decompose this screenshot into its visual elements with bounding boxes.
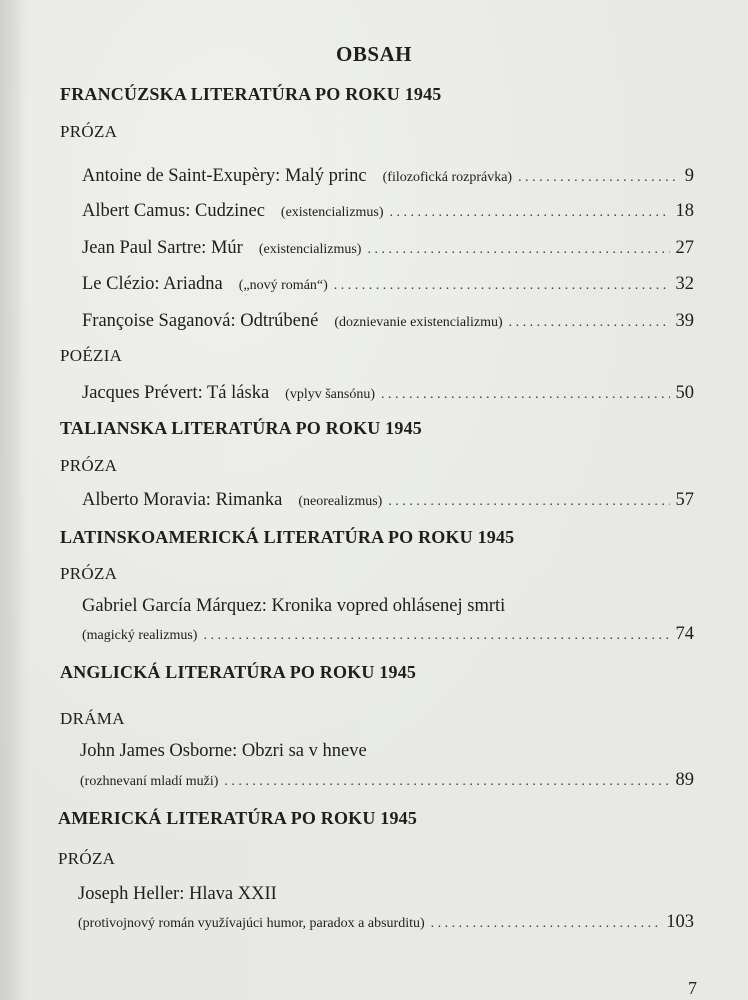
dot-leader [509,315,670,331]
entry-work: Alberto Moravia: Rimanka [82,490,283,510]
entry-work: Albert Camus: Cudzinec [82,201,265,221]
toc-entry[interactable] [82,311,694,332]
toc-entry[interactable] [82,238,694,259]
section-heading-american: AMERICKÁ LITERATÚRA PO ROKU 1945 [58,808,418,828]
genre-label-drama: DRÁMA [60,709,125,728]
toc-entry[interactable] [82,201,694,222]
page-number: 7 [688,978,697,998]
toc-entry-continuation[interactable] [80,770,694,791]
section-heading-latin-american: LATINSKOAMERICKÁ LITERATÚRA PO ROKU 1945 [60,527,515,547]
page-edge-shadow [0,0,24,1000]
entry-page: 50 [675,383,694,403]
section-heading-french: FRANCÚZSKA LITERATÚRA PO ROKU 1945 [60,84,442,104]
dot-leader [518,170,679,186]
toc-entry-continuation[interactable] [82,624,694,645]
entry-note: (doznievanie existencializmu) [334,315,503,330]
toc-entry-continuation[interactable] [78,912,694,933]
entry-note: (existencializmus) [280,205,384,220]
toc-entry[interactable] [82,274,694,295]
entry-note: (filozofická rozprávka) [382,170,513,185]
dot-leader [431,916,661,932]
entry-page: 74 [675,624,694,644]
genre-label-prose: PRÓZA [58,849,116,868]
entry-page: 32 [675,274,694,294]
genre-label-prose: PRÓZA [60,456,118,475]
entry-page: 27 [675,238,694,258]
entry-work: Antoine de Saint-Exupèry: Malý princ [82,166,367,186]
entry-note: (rozhnevaní mladí muži) [80,774,219,789]
toc-title: OBSAH [335,42,413,66]
entry-page: 18 [675,201,694,221]
dot-leader [203,628,669,644]
genre-label-poetry: POÉZIA [60,346,123,365]
entry-page: 57 [675,490,694,510]
dot-leader [390,205,670,221]
entry-work: Le Clézio: Ariadna [82,274,223,294]
entry-note: (existencializmus) [258,242,362,257]
entry-work[interactable]: Gabriel García Márquez: Kronika vopred ohlásenej smrti [82,596,506,616]
entry-note: (protivojnový román využívajúci humor, paradox a absurditu) [78,916,425,931]
entry-page: 103 [666,912,694,932]
entry-work[interactable]: John James Osborne: Obzri sa v hneve [80,741,367,761]
entry-note: („nový román“) [238,278,328,293]
toc-entry[interactable] [82,490,694,511]
entry-note: (magický realizmus) [82,628,198,643]
entry-work: Françoise Saganová: Odtrúbené [82,311,319,331]
entry-note: (vplyv šansónu) [285,387,375,402]
toc-entry[interactable] [82,383,694,404]
genre-label-prose: PRÓZA [60,564,118,583]
entry-note: (neorealizmus) [298,494,383,509]
entry-work: Jacques Prévert: Tá láska [82,383,270,403]
dot-leader [388,494,669,510]
toc-entry[interactable] [82,166,694,187]
dot-leader [367,242,669,258]
entry-page: 39 [675,311,694,331]
section-heading-italian: TALIANSKA LITERATÚRA PO ROKU 1945 [60,418,422,438]
entry-work[interactable]: Joseph Heller: Hlava XXII [78,884,277,904]
entry-page: 89 [675,770,694,790]
entry-page: 9 [684,166,694,186]
entry-work: Jean Paul Sartre: Múr [82,238,243,258]
genre-label-prose: PRÓZA [60,122,118,141]
dot-leader [334,278,670,294]
dot-leader [381,387,670,403]
dot-leader [224,774,669,790]
section-heading-english: ANGLICKÁ LITERATÚRA PO ROKU 1945 [60,662,417,682]
